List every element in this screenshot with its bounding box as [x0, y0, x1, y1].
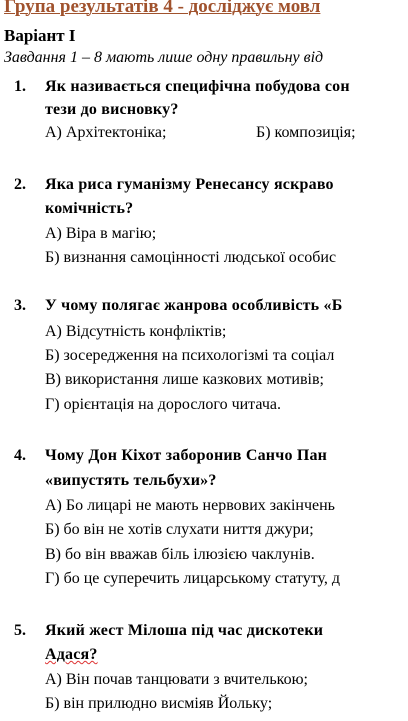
answer-option: А) Бо лицарі не мають нервових закінчень: [45, 497, 335, 514]
answer-option: Б) зосередження на психологізмі та соціал: [45, 347, 335, 364]
question-text: Як називається специфічна побудова сон: [45, 78, 350, 95]
answer-option: А) Він почав танцювати з вчителькою;: [45, 671, 308, 688]
answer-option: Б) композиція;: [256, 124, 356, 141]
question-number: 2.: [14, 176, 26, 193]
question-number: 3.: [14, 297, 26, 314]
question-text: Чому Дон Кіхот заборонив Санчо Пан: [45, 447, 328, 464]
question-text: комічність?: [45, 200, 134, 217]
answer-option: А) Відсутність конфліктів;: [45, 323, 227, 340]
answer-option: В) використання лише казкових мотивів;: [45, 371, 324, 388]
question-text: Яка риса гуманізму Ренесансу яскраво: [45, 176, 334, 193]
document-title: Група результатів 4 - досліджує мовл: [4, 0, 321, 17]
question-text: Адася?: [45, 646, 98, 663]
task-instruction: Завдання 1 – 8 мають лише одну правильну від: [4, 49, 324, 66]
answer-option: Б) бо він не хотів слухати ниття джури;: [45, 521, 314, 538]
answer-option: Б) він прилюдно висміяв Йольку;: [45, 695, 273, 712]
question-text: тези до висновку?: [45, 101, 179, 118]
question-number: 4.: [14, 447, 26, 464]
answer-option: В) бо він вважав біль ілюзією чаклунів.: [45, 546, 315, 563]
question-text: Який жест Мілоша під час дискотеки: [45, 622, 324, 639]
answer-option: Г) бо це суперечить лицарському статуту, д: [45, 570, 341, 587]
answer-option: Г) орієнтація на дорослого читача.: [45, 396, 281, 413]
answer-option: Б) визнання самоцінності людської особис: [45, 249, 337, 266]
variant-heading: Варіант І: [4, 26, 76, 45]
question-text: У чому полягає жанрова особливість «Б: [45, 297, 343, 314]
question-number: 1.: [14, 78, 26, 95]
question-number: 5.: [14, 622, 26, 639]
answer-option: А) Віра в магію;: [45, 225, 157, 242]
answer-option: А) Архітектоніка;: [45, 124, 167, 141]
question-text: «випустять тельбухи»?: [45, 472, 217, 489]
